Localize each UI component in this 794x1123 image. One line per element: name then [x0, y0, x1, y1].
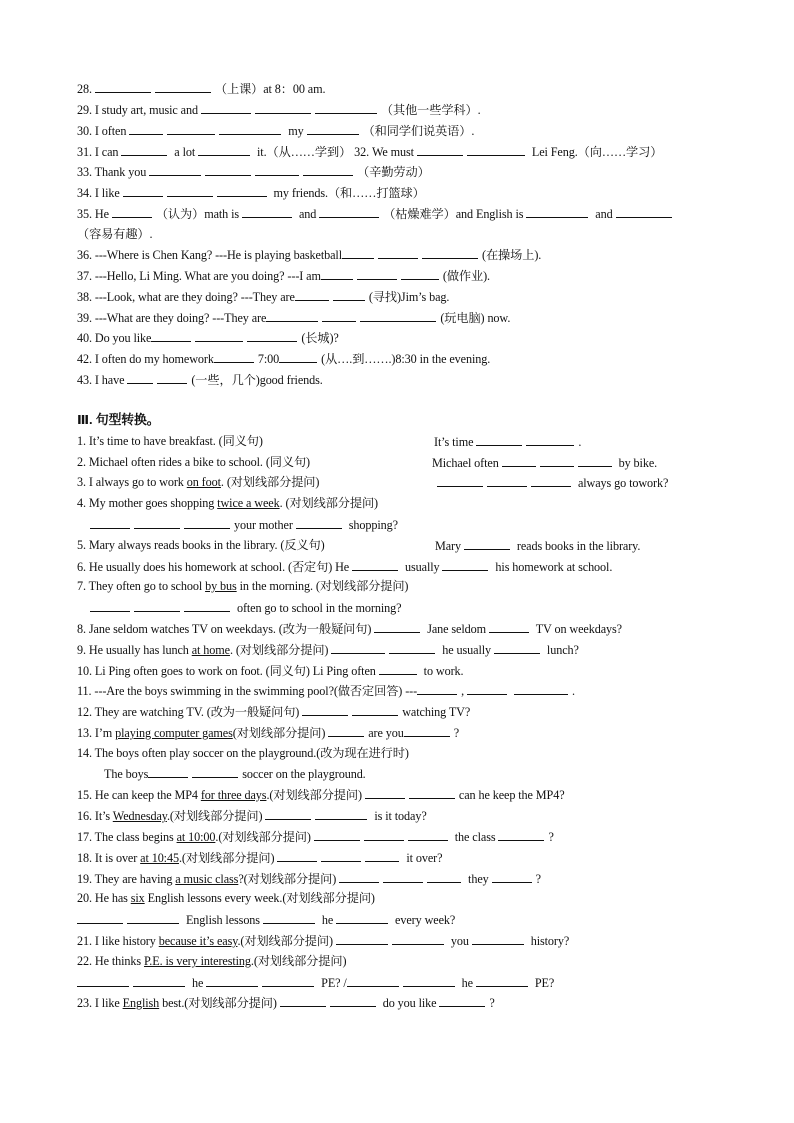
- exercise-line: [77, 682, 575, 699]
- line-text: ?: [453, 726, 460, 740]
- line-text: do you like: [379, 996, 440, 1010]
- answer-blank[interactable]: [437, 474, 483, 487]
- line-text: Mary: [435, 539, 464, 553]
- line-text: my friends.（和……打篮球）: [270, 186, 425, 200]
- line-text: 18. It is over: [77, 851, 141, 865]
- answer-blank[interactable]: [112, 205, 152, 218]
- answer-blank[interactable]: [121, 143, 167, 156]
- exercise-line: [77, 703, 470, 720]
- answer-blank[interactable]: [378, 246, 418, 259]
- answer-blank[interactable]: [151, 329, 191, 342]
- answer-blank[interactable]: [442, 558, 488, 571]
- exercise-line: [77, 662, 464, 679]
- line-text: he: [458, 976, 476, 990]
- answer-blank[interactable]: [467, 682, 507, 695]
- line-text: 12. They are watching TV. (改为一般疑问句): [77, 705, 303, 719]
- line-text: .: [578, 435, 582, 449]
- exercise-line: [432, 454, 657, 471]
- line-text: every week?: [392, 913, 456, 927]
- exercise-line: [77, 641, 579, 658]
- line-text: they: [465, 872, 492, 886]
- exercise-line: [77, 101, 481, 118]
- line-text: . (对划线部分提问): [220, 475, 320, 489]
- exercise-line: [77, 495, 378, 511]
- answer-blank[interactable]: [502, 454, 536, 467]
- answer-blank[interactable]: [134, 516, 180, 529]
- exercise-line: [77, 246, 541, 263]
- answer-blank[interactable]: [404, 724, 450, 737]
- line-text: soccer on the playground.: [242, 767, 366, 781]
- answer-blank[interactable]: [379, 662, 417, 675]
- line-text: 31. I can: [77, 145, 122, 159]
- line-text: and: [592, 207, 616, 221]
- line-text: 30. I often: [77, 124, 130, 138]
- answer-blank[interactable]: [127, 911, 179, 924]
- line-text: . (对划线部分提问): [229, 643, 332, 657]
- line-text: 7:00: [257, 352, 280, 366]
- answer-blank[interactable]: [467, 143, 525, 156]
- answer-blank[interactable]: [526, 433, 574, 446]
- line-text: reads books in the library.: [513, 539, 641, 553]
- answer-blank[interactable]: [184, 599, 230, 612]
- line-text: 1. It’s time to have breakfast. (同义句): [77, 434, 263, 448]
- line-text: 29. I study art, music and: [77, 103, 201, 117]
- line-text: （其他一些学科）.: [380, 103, 481, 117]
- answer-blank[interactable]: [476, 433, 522, 446]
- answer-blank[interactable]: [90, 516, 130, 529]
- answer-blank[interactable]: [439, 994, 485, 1007]
- underlined-text: at 10:00: [176, 830, 216, 844]
- line-text: (寻找)Jim’s bag.: [368, 290, 450, 304]
- answer-blank[interactable]: [315, 101, 377, 114]
- answer-blank[interactable]: [422, 246, 478, 259]
- line-text: and: [296, 207, 320, 221]
- answer-blank[interactable]: [255, 101, 311, 114]
- exercise-line: [434, 433, 581, 450]
- line-text: a lot: [171, 145, 199, 159]
- answer-blank[interactable]: [247, 329, 297, 342]
- answer-blank[interactable]: [314, 828, 360, 841]
- line-text: shopping?: [345, 518, 398, 532]
- line-text: usually: [402, 560, 443, 574]
- answer-blank[interactable]: [77, 911, 123, 924]
- exercise-line: [77, 122, 474, 139]
- line-text: it.（从……学到） 32. We must: [254, 145, 417, 159]
- answer-blank[interactable]: [464, 537, 510, 550]
- answer-blank[interactable]: [321, 849, 361, 862]
- line-text: ?: [535, 872, 541, 886]
- line-text: 34. I like: [77, 186, 123, 200]
- line-text: PE? /: [318, 976, 347, 990]
- answer-blank[interactable]: [365, 786, 405, 799]
- answer-blank[interactable]: [389, 641, 435, 654]
- answer-blank[interactable]: [296, 516, 342, 529]
- line-text: 2. Michael often rides a bike to school. (同义句): [77, 455, 310, 469]
- line-text: your mother: [234, 518, 296, 532]
- answer-blank[interactable]: [265, 807, 311, 820]
- exercise-line: [77, 226, 152, 242]
- line-text: （容易有趣）.: [77, 227, 153, 241]
- answer-blank[interactable]: [489, 620, 529, 633]
- line-text: （枯燥难学）and English is: [383, 207, 527, 221]
- exercise-line: [77, 267, 490, 284]
- answer-blank[interactable]: [494, 641, 540, 654]
- line-text: 13. I’m: [77, 726, 116, 740]
- exercise-line: [104, 765, 366, 782]
- line-text: 20. He has: [77, 891, 131, 905]
- exercise-line: [77, 932, 569, 949]
- line-text: (玩电脑) now.: [440, 311, 511, 325]
- line-text: ?: [489, 996, 495, 1010]
- line-text: (对划线部分提问): [232, 726, 329, 740]
- line-text: by bike.: [615, 456, 658, 470]
- line-text: always go towork?: [575, 476, 669, 490]
- underlined-text: twice a week: [217, 496, 280, 510]
- answer-blank[interactable]: [167, 184, 213, 197]
- exercise-line: [90, 516, 398, 533]
- line-text: 8. Jane seldom watches TV on weekdays. (改为一般疑问句): [77, 622, 375, 636]
- answer-blank[interactable]: [472, 932, 524, 945]
- underlined-text: for three days: [200, 788, 267, 802]
- answer-blank[interactable]: [192, 765, 238, 778]
- exercise-line: [77, 620, 622, 637]
- answer-blank[interactable]: [90, 599, 130, 612]
- exercise-line: [77, 433, 263, 449]
- answer-blank[interactable]: [476, 974, 528, 987]
- line-text: . (对划线部分提问): [279, 496, 379, 510]
- line-text: his homework at school.: [492, 560, 613, 574]
- line-text: .(对划线部分提问): [166, 809, 266, 823]
- underlined-text: by bus: [205, 579, 237, 593]
- line-text: 23. I like: [77, 996, 123, 1010]
- answer-blank[interactable]: [339, 870, 379, 883]
- line-text: 42. I often do my homework: [77, 352, 214, 366]
- answer-blank[interactable]: [149, 163, 201, 176]
- exercise-line: [435, 537, 640, 554]
- line-text: best.(对划线部分提问): [159, 996, 280, 1010]
- answer-blank[interactable]: [242, 205, 292, 218]
- line-text: 16. It’s: [77, 809, 113, 823]
- answer-blank[interactable]: [427, 870, 461, 883]
- answer-blank[interactable]: [360, 309, 436, 322]
- exercise-line: [77, 994, 495, 1011]
- exercise-line: [77, 890, 375, 906]
- line-text: to work.: [420, 664, 464, 678]
- line-text: TV on weekdays?: [532, 622, 622, 636]
- underlined-text: playing computer games: [115, 726, 233, 740]
- answer-blank[interactable]: [77, 974, 129, 987]
- answer-blank[interactable]: [129, 122, 163, 135]
- line-text: the class: [451, 830, 499, 844]
- exercise-line: [77, 745, 409, 761]
- exercise-line: [437, 474, 668, 491]
- answer-blank[interactable]: [347, 974, 399, 987]
- answer-blank[interactable]: [321, 267, 353, 280]
- underlined-text: because it’s easy: [158, 934, 238, 948]
- line-text: 37. ---Hello, Li Ming. What are you doing? ---I am: [77, 269, 321, 283]
- exercise-line: [77, 184, 425, 201]
- line-text: 21. I like history: [77, 934, 159, 948]
- exercise-line: [77, 558, 612, 575]
- exercise-line: [77, 143, 662, 160]
- exercise-line: [77, 807, 427, 824]
- answer-blank[interactable]: [392, 932, 444, 945]
- answer-blank[interactable]: [279, 350, 317, 363]
- answer-blank[interactable]: [205, 163, 251, 176]
- underlined-text: six: [130, 891, 145, 905]
- line-text: in the morning. (对划线部分提问): [236, 579, 409, 593]
- exercise-line: [77, 578, 408, 594]
- line-text: 22. He thinks: [77, 954, 144, 968]
- answer-blank[interactable]: [157, 371, 187, 384]
- line-text: it over?: [403, 851, 443, 865]
- answer-blank[interactable]: [148, 765, 188, 778]
- line-text: （上课）at 8：00 am.: [214, 82, 326, 96]
- answer-blank[interactable]: [206, 974, 258, 987]
- exercise-line: [77, 537, 325, 553]
- answer-blank[interactable]: [408, 828, 448, 841]
- answer-blank[interactable]: [315, 807, 367, 820]
- line-text: 19. They are having: [77, 872, 176, 886]
- line-text: (在操场上).: [482, 248, 542, 262]
- answer-blank[interactable]: [280, 994, 326, 1007]
- line-text: 36. ---Where is Chen Kang? ---He is playing basketball: [77, 248, 343, 262]
- line-text: history?: [527, 934, 570, 948]
- exercise-line: [77, 371, 323, 388]
- exercise-line: [77, 786, 565, 803]
- answer-blank[interactable]: [262, 974, 314, 987]
- line-text: 40. Do you like: [77, 331, 152, 345]
- answer-blank[interactable]: [401, 267, 439, 280]
- answer-blank[interactable]: [127, 371, 153, 384]
- answer-blank[interactable]: [322, 309, 356, 322]
- line-text: ?: [548, 830, 554, 844]
- answer-blank[interactable]: [336, 932, 388, 945]
- exercise-line: [77, 454, 310, 470]
- line-text: .(对划线部分提问): [250, 954, 347, 968]
- line-text: .(对划线部分提问): [237, 934, 336, 948]
- exercise-line: [77, 474, 319, 490]
- underlined-text: on foot: [186, 475, 221, 489]
- answer-blank[interactable]: [417, 682, 457, 695]
- line-text: 15. He can keep the MP4: [77, 788, 201, 802]
- exercise-line: [77, 80, 325, 97]
- answer-blank[interactable]: [95, 80, 151, 93]
- answer-blank[interactable]: [417, 143, 463, 156]
- line-text: Ⅲ. 句型转换。: [77, 412, 160, 427]
- underlined-text: at 10:45: [140, 851, 179, 865]
- line-text: .(对划线部分提问): [266, 788, 365, 802]
- line-text: 17. The class begins: [77, 830, 177, 844]
- underlined-text: a music class: [175, 872, 239, 886]
- answer-blank[interactable]: [498, 828, 544, 841]
- line-text: PE?: [531, 976, 555, 990]
- answer-blank[interactable]: [487, 474, 527, 487]
- answer-blank[interactable]: [526, 205, 588, 218]
- answer-blank[interactable]: [277, 849, 317, 862]
- exercise-line: [77, 911, 455, 928]
- line-text: 3. I always go to work: [77, 475, 187, 489]
- answer-blank[interactable]: [616, 205, 672, 218]
- line-text: 43. I have: [77, 373, 128, 387]
- answer-blank[interactable]: [184, 516, 230, 529]
- line-text: 11. ---Are the boys swimming in the swimming pool?(做否定回答) ---: [77, 684, 418, 698]
- answer-blank[interactable]: [514, 682, 568, 695]
- underlined-text: Wednesday: [112, 809, 167, 823]
- line-text: .(对划线部分提问): [215, 830, 314, 844]
- answer-blank[interactable]: [578, 454, 612, 467]
- answer-blank[interactable]: [383, 870, 423, 883]
- line-text: English lessons every week.(对划线部分提问): [144, 891, 375, 905]
- exercise-line: [77, 205, 676, 222]
- line-text: 6. He usually does his homework at school. (否定句) He: [77, 560, 353, 574]
- answer-blank[interactable]: [217, 184, 267, 197]
- exercise-line: [77, 724, 459, 741]
- answer-blank[interactable]: [123, 184, 163, 197]
- exercise-line: [77, 309, 510, 326]
- line-text: .: [571, 684, 575, 698]
- answer-blank[interactable]: [134, 599, 180, 612]
- exercise-line: [77, 953, 346, 969]
- line-text: 4. My mother goes shopping: [77, 496, 218, 510]
- line-text: he: [318, 913, 337, 927]
- exercise-line: [90, 599, 401, 616]
- line-text: can he keep the MP4?: [458, 788, 565, 802]
- line-text: （认为）math is: [155, 207, 242, 221]
- answer-blank[interactable]: [201, 101, 251, 114]
- answer-blank[interactable]: [357, 267, 397, 280]
- answer-blank[interactable]: [352, 703, 398, 716]
- answer-blank[interactable]: [333, 288, 365, 301]
- answer-blank[interactable]: [266, 309, 318, 322]
- answer-blank[interactable]: [295, 288, 329, 301]
- line-text: Lei Feng.（向……学习）: [528, 145, 663, 159]
- answer-blank[interactable]: [198, 143, 250, 156]
- line-text: 10. Li Ping often goes to work on foot. (同义句) Li Ping often: [77, 664, 379, 678]
- answer-blank[interactable]: [492, 870, 532, 883]
- line-text: English lessons: [183, 913, 263, 927]
- exercise-line: [77, 870, 541, 887]
- line-text: are you: [368, 726, 404, 740]
- line-text: .(对划线部分提问): [178, 851, 278, 865]
- answer-blank[interactable]: [540, 454, 574, 467]
- line-text: you: [447, 934, 472, 948]
- answer-blank[interactable]: [319, 205, 379, 218]
- line-text: he usually: [439, 643, 494, 657]
- line-text: （辛勤劳动）: [357, 165, 430, 179]
- answer-blank[interactable]: [403, 974, 455, 987]
- answer-blank[interactable]: [364, 828, 404, 841]
- underlined-text: English: [122, 996, 160, 1010]
- line-text: Michael often: [432, 456, 502, 470]
- line-text: (做作业).: [442, 269, 491, 283]
- line-text: 35. He: [77, 207, 112, 221]
- exercise-line: [77, 163, 430, 180]
- exercise-line: [77, 849, 442, 866]
- underlined-text: P.E. is very interesting: [143, 954, 251, 968]
- answer-blank[interactable]: [133, 974, 185, 987]
- line-text: often go to school in the morning?: [234, 601, 402, 615]
- answer-blank[interactable]: [374, 620, 420, 633]
- exercise-line: [77, 350, 490, 367]
- answer-blank[interactable]: [331, 641, 385, 654]
- line-text: Jane seldom: [424, 622, 489, 636]
- answer-blank[interactable]: [328, 724, 364, 737]
- line-text: he: [189, 976, 207, 990]
- answer-blank[interactable]: [302, 703, 348, 716]
- answer-blank[interactable]: [531, 474, 571, 487]
- line-text: 14. The boys often play soccer on the playground.(改为现在进行时): [77, 746, 409, 760]
- line-text: (长城)?: [301, 331, 339, 345]
- line-text: lunch?: [543, 643, 579, 657]
- answer-blank[interactable]: [365, 849, 399, 862]
- answer-blank[interactable]: [303, 163, 353, 176]
- exercise-line: [77, 288, 449, 305]
- answer-blank[interactable]: [342, 246, 374, 259]
- exercise-line: [77, 828, 554, 845]
- answer-blank[interactable]: [155, 80, 211, 93]
- answer-blank[interactable]: [167, 122, 215, 135]
- answer-blank[interactable]: [263, 911, 315, 924]
- line-text: watching TV?: [402, 705, 471, 719]
- answer-blank[interactable]: [255, 163, 299, 176]
- line-text: ?(对划线部分提问): [238, 872, 340, 886]
- exercise-line: [77, 974, 554, 991]
- answer-blank[interactable]: [352, 558, 398, 571]
- line-text: (一些，几个)good friends.: [191, 373, 323, 387]
- line-text: It’s time: [434, 435, 477, 449]
- line-text: ,: [461, 684, 467, 698]
- underlined-text: at home: [191, 643, 230, 657]
- line-text: is it today?: [371, 809, 427, 823]
- line-text: （和同学们说英语）.: [362, 124, 475, 138]
- answer-blank[interactable]: [330, 994, 376, 1007]
- line-text: 33. Thank you: [77, 165, 150, 179]
- answer-blank[interactable]: [195, 329, 243, 342]
- line-text: my: [285, 124, 307, 138]
- answer-blank[interactable]: [219, 122, 281, 135]
- section-heading: [77, 412, 159, 428]
- answer-blank[interactable]: [307, 122, 359, 135]
- line-text: 38. ---Look, what are they doing? ---They are: [77, 290, 295, 304]
- exercise-line: [77, 329, 339, 346]
- line-text: 28.: [77, 82, 95, 96]
- line-text: (从….到…….)8:30 in the evening.: [321, 352, 491, 366]
- answer-blank[interactable]: [409, 786, 455, 799]
- line-text: 5. Mary always reads books in the library. (反义句): [77, 538, 325, 552]
- answer-blank[interactable]: [214, 350, 254, 363]
- answer-blank[interactable]: [336, 911, 388, 924]
- line-text: 7. They often go to school: [77, 579, 206, 593]
- line-text: 9. He usually has lunch: [77, 643, 192, 657]
- line-text: The boys: [104, 767, 149, 781]
- line-text: 39. ---What are they doing? ---They are: [77, 311, 267, 325]
